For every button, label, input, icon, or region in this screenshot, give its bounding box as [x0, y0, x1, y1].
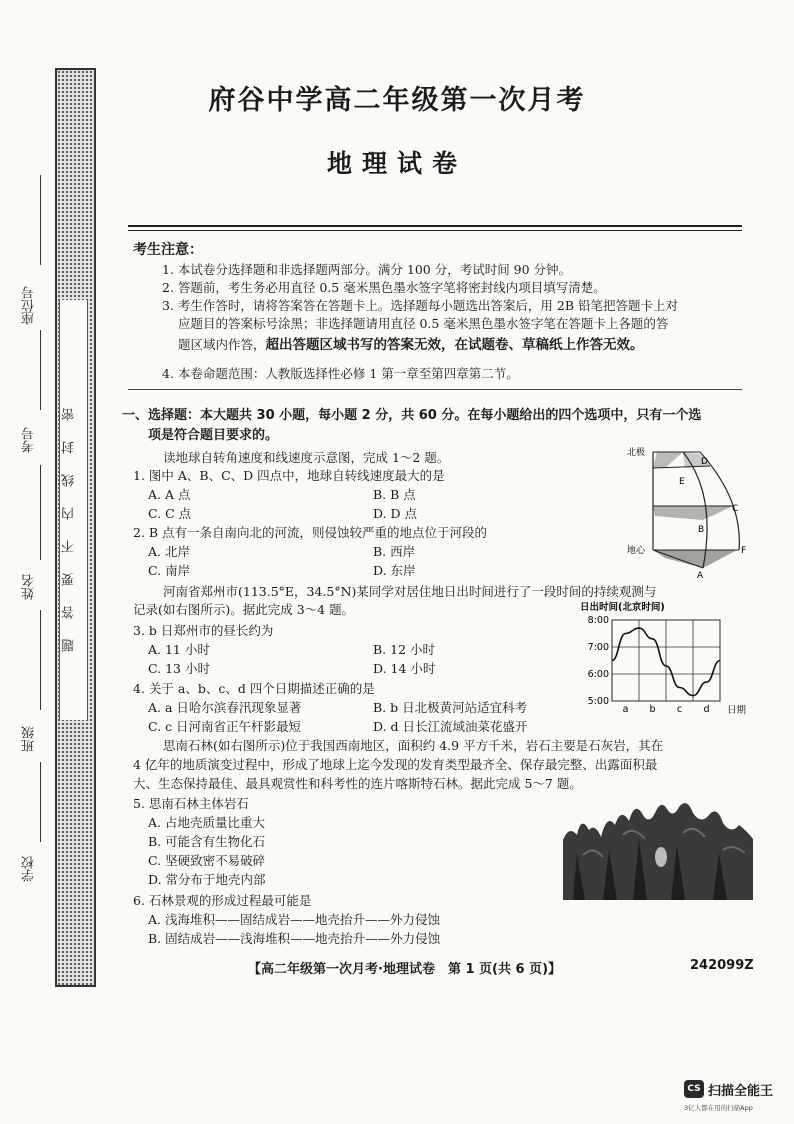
chart-y-tick-label: 5:00 [587, 696, 609, 707]
stone-forest-photo [563, 795, 753, 900]
intro-q5-7-line1: 思南石林(如右图所示)位于我国西南地区，面积约 4.9 平方千米，岩石主要是石灰岩，其在 [163, 738, 664, 753]
name-label: 姓名 [22, 574, 37, 600]
section-1-heading-cont: 项是符合题目要求的。 [148, 428, 279, 443]
question-3: 3. b 日郑州市的昼长约为 [133, 623, 274, 638]
question-6: 6. 石林景观的形成过程最可能是 [133, 893, 312, 908]
seat-line [40, 175, 41, 265]
title-rule-thick [128, 225, 742, 227]
section-1-heading: 一、选择题：本大题共 30 小题，每小题 2 分，共 60 分。在每小题给出的四个选项中，只有一个选 [122, 408, 702, 423]
q3-option-c: C. 13 小时 [148, 661, 210, 676]
q1-option-a: A. A 点 [148, 487, 191, 502]
label-point-e: E [679, 477, 685, 487]
notice-item-3-plain: 题区域内作答， [178, 337, 266, 352]
q4-option-a: A. a 日哈尔滨春汛现象显著 [148, 700, 302, 715]
chart-y-tick-label: 6:00 [587, 669, 609, 680]
q1-option-b: B. B 点 [373, 487, 416, 502]
paper-code: 242099Z [690, 958, 754, 973]
notice-item-4: 4. 本卷命题范围：人教版选择性必修 1 第一章至第四章第二节。 [162, 366, 519, 381]
class-label: 班级 [22, 726, 37, 752]
earth-rotation-diagram [625, 440, 755, 580]
q1-option-d: D. D 点 [373, 506, 418, 521]
label-earth-center: 地心 [627, 546, 646, 556]
label-point-d: D [701, 457, 708, 467]
q4-option-b: B. b 日北极黄河站适宜科考 [373, 700, 528, 715]
exam-title: 府谷中学高二年级第一次月考 [208, 85, 586, 116]
q3-option-b: B. 12 小时 [373, 642, 436, 657]
notice-item-3-cont: 应题目的答案标号涂黑；非选择题请用直径 0.5 毫米黑色墨水签字笔在答题卡上各题的答 [178, 316, 669, 331]
q2-option-c: C. 南岸 [148, 563, 191, 578]
q2-option-a: A. 北岸 [148, 544, 190, 559]
sunrise-time-chart [577, 600, 752, 718]
q5-option-c: C. 坚硬致密不易破碎 [148, 853, 266, 868]
q5-option-a: A. 占地壳质量比重大 [148, 815, 265, 830]
page-footer: 【高二年级第一次月考·地理试卷 第 1 页(共 6 页)】 [248, 962, 562, 977]
q4-option-c: C. c 日河南省正午杆影最短 [148, 719, 302, 734]
chart-xlabel: 日期 [727, 705, 747, 716]
label-point-b: B [698, 525, 705, 535]
q6-option-a: A. 浅海堆积——固结成岩——地壳抬升——外力侵蚀 [148, 912, 440, 927]
camscanner-name: 扫描全能王 [708, 1084, 774, 1099]
notice-heading: 考生注意： [133, 242, 203, 258]
q2-option-d: D. 东岸 [373, 563, 416, 578]
notice-rule [128, 389, 742, 390]
chart-x-ticks [623, 704, 710, 715]
intro-q3-4-line2: 记录(如右图所示)。据此完成 3～4 题。 [133, 602, 355, 617]
label-north-pole: 北极 [627, 448, 646, 458]
q6-option-b: B. 固结成岩——浅海堆积——地壳抬升——外力侵蚀 [148, 931, 441, 946]
class-line [40, 610, 41, 710]
camscanner-logo-icon: CS [684, 1080, 704, 1098]
label-point-f: F [741, 546, 747, 556]
chart-x-tick-label: b [649, 704, 656, 715]
notice-item-1: 1. 本试卷分选择题和非选择题两部分。满分 100 分，考试时间 90 分钟。 [162, 262, 572, 277]
q1-option-c: C. C 点 [148, 506, 192, 521]
intro-q3-4-line1: 河南省郑州市(113.5°E，34.5°N)某同学对居住地日出时间进行了一段时间的持续观测与 [163, 584, 657, 599]
shade-middle [653, 506, 733, 520]
exam-subtitle: 地理试卷 [326, 149, 467, 178]
intro-q1-2: 读地球自转角速度和线速度示意图，完成 1～2 题。 [163, 450, 450, 465]
chart-x-tick-label: d [703, 704, 710, 715]
exam-no-line [40, 330, 41, 410]
intro-q5-7-line2: 4 亿年的地质演变过程中，形成了地球上迄今发现的发育类型最齐全、保存最完整、出露面积最 [133, 757, 658, 772]
school-line [40, 762, 41, 842]
question-1: 1. 图中 A、B、C、D 四点中，地球自转线速度最大的是 [133, 468, 445, 483]
q4-option-d: D. d 日长江流域油菜花盛开 [373, 719, 528, 734]
q5-option-d: D. 常分布于地壳内部 [148, 872, 266, 887]
chart-x-tick-label: a [622, 704, 629, 715]
school-label: 学校 [22, 856, 37, 882]
chart-grid [612, 620, 720, 701]
label-point-c: C [732, 504, 739, 514]
chart-x-tick-label: c [676, 704, 683, 715]
notice-item-3-bold: 超出答题区域书写的答案无效，在试题卷、草稿纸上作答无效。 [265, 337, 644, 353]
title-rule-thin [128, 230, 742, 231]
question-5: 5. 思南石林主体岩石 [133, 796, 249, 811]
intro-q5-7-line3: 大、生态保持最佳、最具观赏性和科考性的连片喀斯特石林。据此完成 5～7 题。 [133, 776, 582, 791]
name-line [40, 465, 41, 560]
q3-option-a: A. 11 小时 [148, 642, 210, 657]
q2-option-b: B. 西岸 [373, 544, 416, 559]
exam-number-label: 考号 [22, 427, 37, 453]
chart-title: 日出时间(北京时间) [580, 602, 665, 613]
seal-line-text: 题答要不内线封密 [62, 388, 77, 652]
q5-option-b: B. 可能含有生物化石 [148, 834, 266, 849]
chart-y-tick-label: 7:00 [587, 642, 609, 653]
chart-y-ticks [588, 615, 609, 707]
notice-item-3: 3. 考生作答时，请将答案答在答题卡上。选择题每小题选出答案后，用 2B 铅笔把答题卡上对 [162, 298, 678, 313]
question-2: 2. B 点有一条自南向北的河流，则侵蚀较严重的地点位于河段的 [133, 525, 488, 540]
notice-item-3-end [178, 336, 778, 354]
camscanner-tagline: 3亿人都在用的扫描App [684, 1104, 753, 1112]
question-4: 4. 关于 a、b、c、d 四个日期描述正确的是 [133, 681, 375, 696]
label-point-a: A [697, 571, 704, 580]
notice-item-2: 2. 答题前，考生务必用直径 0.5 毫米黑色墨水签字笔将密封线内项目填写清楚。 [162, 280, 606, 295]
shade-upper-left [653, 452, 683, 468]
q3-option-d: D. 14 小时 [373, 661, 436, 676]
seat-number-label: 座位号 [22, 286, 37, 325]
chart-y-tick-label: 8:00 [587, 615, 609, 626]
